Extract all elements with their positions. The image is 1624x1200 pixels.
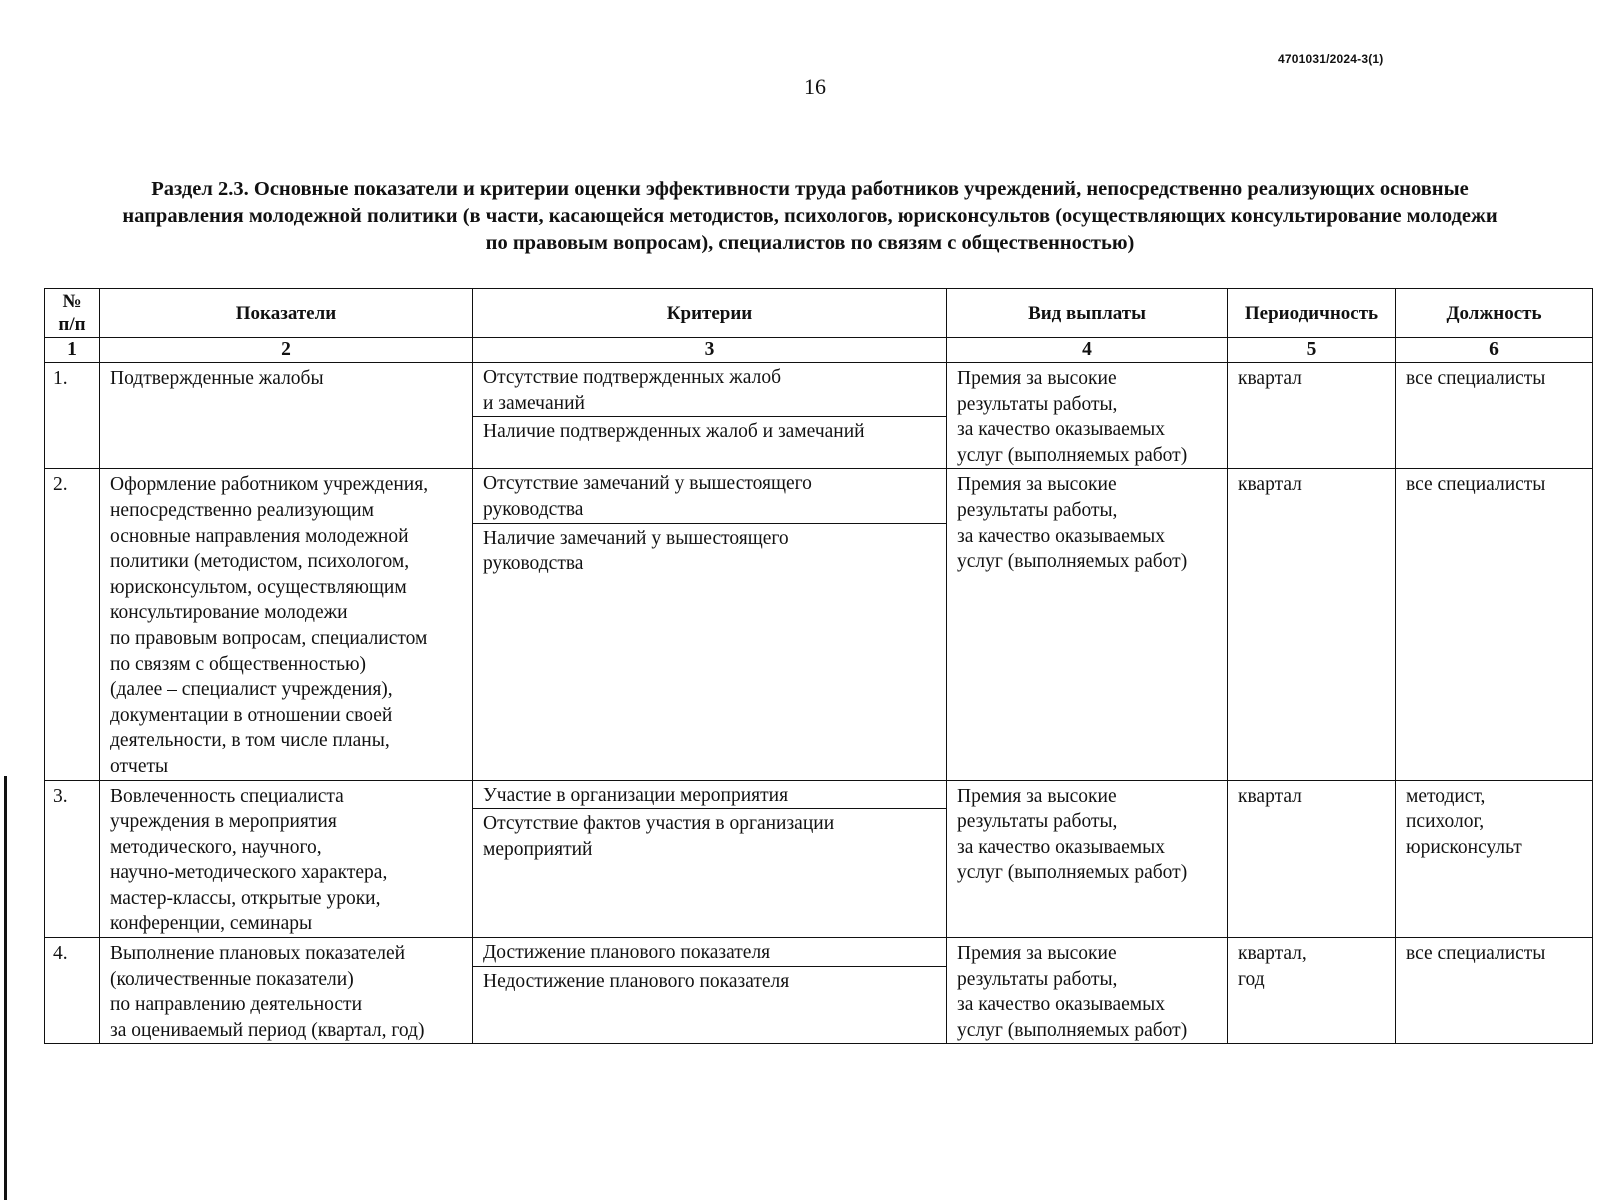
indicator-cell xyxy=(100,780,473,938)
row-number-cell xyxy=(45,938,100,1044)
period-text: квартал xyxy=(1238,785,1302,807)
column-number: 1 xyxy=(45,338,100,363)
payment-cell xyxy=(947,363,1228,469)
table-row xyxy=(45,363,1593,469)
column-number: 6 xyxy=(1396,338,1593,363)
criteria-cell xyxy=(473,938,947,1044)
criterion-item: Отсутствие фактов участия в организации мероприятий xyxy=(473,808,946,862)
payment-cell xyxy=(947,938,1228,1044)
period-cell xyxy=(1228,780,1396,938)
position-cell xyxy=(1396,363,1593,469)
row-number: 4. xyxy=(53,943,68,965)
row-number: 1. xyxy=(53,368,68,389)
header-payment-type: Вид выплаты xyxy=(947,289,1228,338)
criterion-item: Отсутствие замечаний у вышестоящего руководства xyxy=(483,473,812,520)
criterion-item: Достижение планового показателя xyxy=(483,942,771,964)
column-number: 5 xyxy=(1228,338,1396,363)
period-text: квартал xyxy=(1238,474,1302,496)
table-row xyxy=(45,780,1593,938)
payment-text: Премия за высокие результаты работы, за качество оказываемых услуг (выполняемых работ) xyxy=(957,943,1188,1041)
row-number-cell xyxy=(45,780,100,938)
payment-text: Премия за высокие результаты работы, за качество оказываемых услуг (выполняемых работ) xyxy=(957,785,1188,884)
position-cell xyxy=(1396,780,1593,938)
criteria-cell xyxy=(473,469,947,780)
header-criteria: Критерии xyxy=(473,289,947,338)
criterion-item: Участие в организации мероприятия xyxy=(483,784,789,806)
payment-text: Премия за высокие результаты работы, за качество оказываемых услуг (выполняемых работ) xyxy=(957,474,1188,573)
column-number: 2 xyxy=(100,338,473,363)
page-number: 16 xyxy=(804,74,826,99)
indicator-cell xyxy=(100,363,473,469)
criterion-item: Недостижение планового показателя xyxy=(473,966,946,995)
header-indicators: Показатели xyxy=(100,289,473,338)
position-text: все специалисты xyxy=(1406,368,1546,389)
period-cell xyxy=(1228,469,1396,780)
position-cell xyxy=(1396,469,1593,780)
criterion-item: Наличие подтвержденных жалоб и замечаний xyxy=(473,416,946,445)
indicator-text: Оформление работником учреждения, непосредственно реализующим основные направления молодежной политики (методистом, психологом, юрисконсультом, осуществляющим консультирование молодежи по правовым вопросам, специалистом по связям с общественностью) (далее – специалист учреждения), документации в отношении своей деятельности, в том числе планы, отчеты xyxy=(110,474,429,777)
payment-cell xyxy=(947,780,1228,938)
position-cell xyxy=(1396,938,1593,1044)
position-text: все специалисты xyxy=(1406,943,1546,965)
section-title: Раздел 2.3. Основные показатели и критерии оценки эффективности труда работников учреждений, непосредственно реализующих основные направления молодежной политики (в части, касающейся методистов, психологов, юрисконсультов (осуществляющих консультирование молодежи по правовым вопросам), специалистов по связям с общественностью) xyxy=(122,178,1498,254)
criteria-cell xyxy=(473,363,947,469)
indicator-text: Выполнение плановых показателей (количественные показатели) по направлению деятельности за оцениваемый период (квартал, год) xyxy=(110,943,425,1041)
criterion-item: Отсутствие подтвержденных жалоб и замечаний xyxy=(483,367,782,414)
document-code: 4701031/2024-3(1) xyxy=(1278,52,1384,66)
table-row xyxy=(45,469,1593,780)
column-number: 3 xyxy=(473,338,947,363)
header-position: Должность xyxy=(1396,289,1593,338)
row-number-cell xyxy=(45,469,100,780)
column-number: 4 xyxy=(947,338,1228,363)
indicator-text: Вовлеченность специалиста учреждения в мероприятия методического, научного, научно-методического характера, мастер-классы, открытые уроки, конференции, семинары xyxy=(110,785,388,935)
header-periodicity: Периодичность xyxy=(1228,289,1396,338)
payment-cell xyxy=(947,469,1228,780)
criterion-item: Наличие замечаний у вышестоящего руководства xyxy=(473,523,946,577)
indicator-cell xyxy=(100,469,473,780)
period-cell xyxy=(1228,363,1396,469)
payment-text: Премия за высокие результаты работы, за качество оказываемых услуг (выполняемых работ) xyxy=(957,368,1188,466)
row-number-cell xyxy=(45,363,100,469)
period-text: квартал, год xyxy=(1238,943,1307,990)
indicator-cell xyxy=(100,938,473,1044)
position-text: методист, психолог, юрисконсульт xyxy=(1406,785,1522,858)
position-text: все специалисты xyxy=(1406,474,1546,496)
indicator-text: Подтвержденные жалобы xyxy=(110,368,324,389)
period-text: квартал xyxy=(1238,368,1302,389)
scan-edge-bar xyxy=(4,776,7,1200)
indicators-table xyxy=(44,288,1593,1044)
criteria-cell xyxy=(473,780,947,938)
table-row xyxy=(45,938,1593,1044)
column-number-row xyxy=(45,338,1593,363)
row-number: 2. xyxy=(53,474,68,496)
row-number: 3. xyxy=(53,785,68,807)
period-cell xyxy=(1228,938,1396,1044)
table-header-row xyxy=(45,289,1593,338)
header-number: № п/п xyxy=(45,289,100,338)
